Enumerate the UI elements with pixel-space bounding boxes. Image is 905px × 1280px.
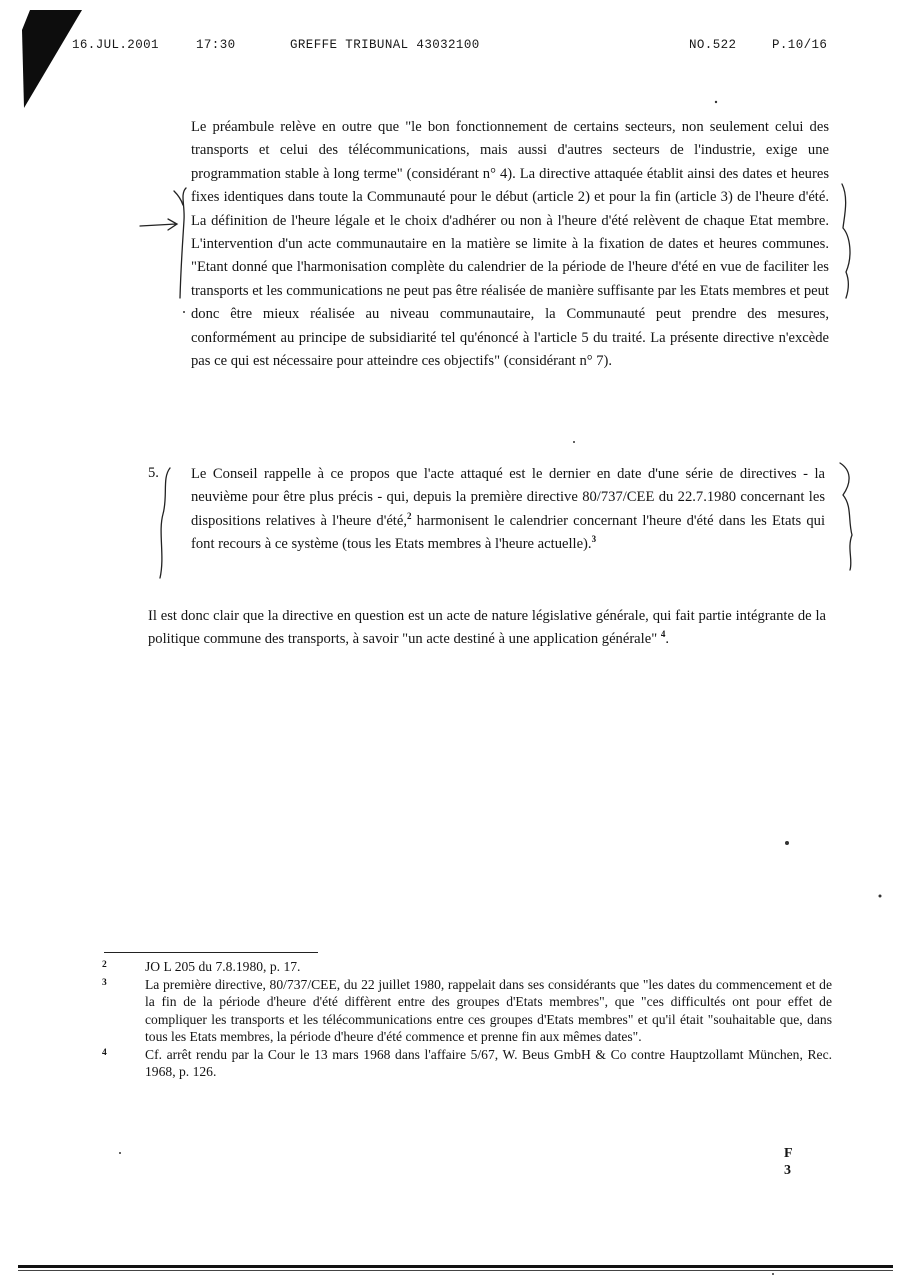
left-brace-3 bbox=[160, 468, 170, 578]
fax-date: 16.JUL.2001 bbox=[72, 38, 159, 52]
conclusion-text-b: . bbox=[665, 631, 669, 648]
margin-arrow-icon bbox=[140, 219, 177, 230]
footnote-ref-2[interactable]: 2 bbox=[407, 510, 412, 521]
speck bbox=[715, 101, 717, 103]
footnote-ref-3[interactable]: 3 bbox=[591, 534, 597, 545]
speck bbox=[772, 1273, 774, 1275]
fax-number: NO.522 bbox=[689, 38, 737, 52]
footnote-4 bbox=[102, 1046, 832, 1080]
paragraph-5-text-b: harmonisent le calendrier concernant l'heure d'été dans les Etats qui font recours à ce système (tous les Etats membres à l'heure actuelle). bbox=[191, 512, 825, 553]
left-brace-2 bbox=[174, 191, 183, 205]
bottom-scan-line bbox=[18, 1265, 893, 1268]
preamble-text: Le préambule relève en outre que "le bon fonctionnement de certains secteurs, non seulement celui des transports et celui des télécommunications, mais aussi d'autres secteurs de l'industrie, exige une programmation stable à long terme" (considérant n° 4). La directive attaquée établit ainsi des dates et heures fixes identiques dans toute la Communauté pour le début (article 2) et pour la fin (article 3) de l'heure d'été. La définition de l'heure légale et le choix d'adhérer ou non à l'heure d'été relèvent de chaque Etat membre. L'intervention d'un acte communautaire en la matière se limite à la fixation de dates et heures communes. "Etant donné que l'harmonisation complète du calendrier de la période de l'heure d'été en vue de faciliter les transports et les communications ne peut pas être réalisée de manière suffisante par les Etats membres et peut donc être mieux réalisée au niveau communautaire, la Communauté peut prendre des mesures, conformément au principe de subsidiarité tel qu'énoncé à l'article 5 du traité. La présente directive n'excède pas ce qui est nécessaire pour atteindre ces objectifs" (considérant n° 7). bbox=[191, 119, 829, 370]
right-brace-2 bbox=[840, 463, 852, 570]
footnotes bbox=[102, 958, 832, 1081]
fax-page: P.10/16 bbox=[772, 38, 828, 52]
speck bbox=[119, 1152, 121, 1154]
footnote-number: 4 bbox=[102, 1048, 107, 1059]
footnote-number: 2 bbox=[102, 960, 107, 970]
paragraph-conclusion bbox=[148, 605, 826, 652]
language-code: F bbox=[784, 1146, 793, 1161]
footnote-3 bbox=[102, 976, 832, 1045]
paragraph-5 bbox=[191, 463, 825, 557]
conclusion-text-a: Il est donc clair que la directive en question est un acte de nature législative générale, qui fait partie intégrante de la politique commune des transports, à savoir "un acte destiné à une application générale" bbox=[148, 608, 826, 648]
footnote-2 bbox=[102, 958, 832, 975]
speck bbox=[785, 841, 789, 845]
footnote-separator bbox=[104, 952, 318, 953]
bottom-scan-line-thin bbox=[18, 1270, 893, 1271]
footnote-ref-4[interactable]: 4 bbox=[660, 629, 666, 640]
page-number: 3 bbox=[784, 1163, 791, 1178]
fax-sender: GREFFE TRIBUNAL 43032100 bbox=[290, 38, 480, 52]
footnote-text: La première directive, 80/737/CEE, du 22 juillet 1980, rappelait dans ses considérants que "les dates du commencement et de la fin de la période d'heure d'été diffèrent entre des groupes d'Etats membres", que "ces difficultés ont pour effet de compliquer les transports et les télécommunications entre ces groupes d'Etats membres" et qu'il était "souhaitable que, dans tous les Etats membres, la période d'heure d'été commence et prenne fin aux mêmes dates". bbox=[145, 977, 832, 1044]
right-brace-1 bbox=[842, 184, 850, 298]
fax-time: 17:30 bbox=[196, 38, 236, 52]
footnote-text: JO L 205 du 7.8.1980, p. 17. bbox=[145, 959, 301, 974]
footnote-text: Cf. arrêt rendu par la Cour le 13 mars 1968 dans l'affaire 5/67, W. Beus GmbH & Co contre Hauptzollamt München, Rec. 1968, p. 126. bbox=[145, 1047, 832, 1080]
paragraph-preamble bbox=[191, 116, 829, 373]
page-mark bbox=[784, 1145, 793, 1179]
paragraph-5-text-a: Le Conseil rappelle à ce propos que l'acte attaqué est le dernier en date d'une série de directives - la neuvième pour être plus précis - qui, depuis la première directive 80/737/CEE du 22.7.1980 concernant les dispositions relatives à l'heure d'été, bbox=[191, 466, 825, 529]
speck bbox=[183, 311, 185, 313]
speck bbox=[573, 441, 575, 443]
speck bbox=[879, 895, 882, 898]
paragraph-number: 5. bbox=[148, 465, 159, 481]
footnote-number: 3 bbox=[102, 978, 107, 989]
